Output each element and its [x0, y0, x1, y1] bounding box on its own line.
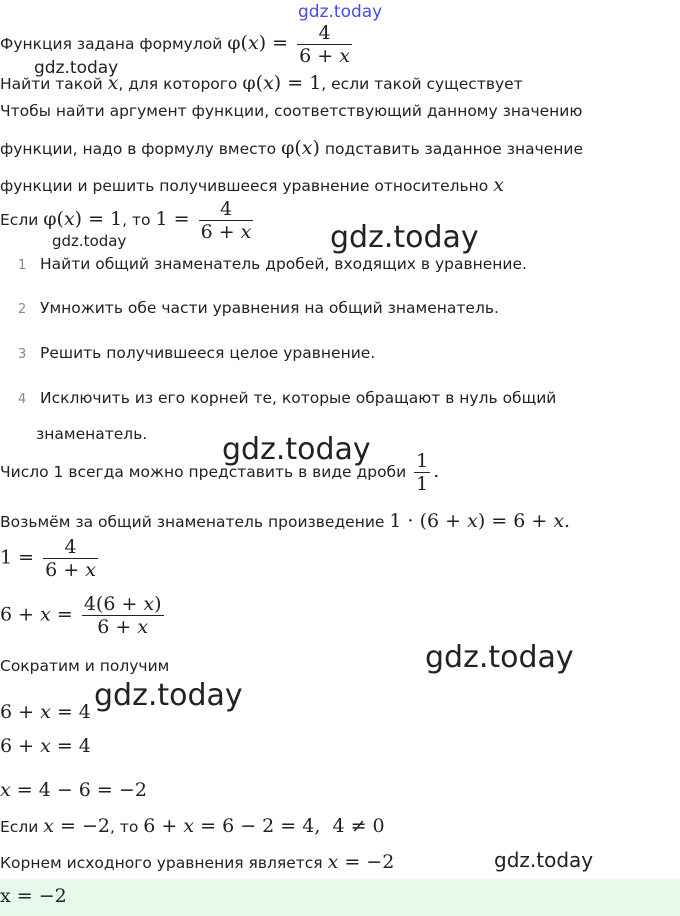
substitution: Если φ(x) = 1, то 1 = $\frac{4}{6 + x}$	[0, 198, 252, 243]
fraction: $\frac{4}{6 + x}$	[299, 22, 350, 67]
watermark: gdz.today	[52, 232, 127, 250]
watermark: gdz.today	[34, 58, 119, 78]
answer-box	[0, 879, 680, 916]
step-item: 4 Исключить из его корней те, которые обращают в нуль общий	[18, 389, 557, 407]
fraction-note: Число 1 всегда можно представить в виде дроби $\frac{1}{1}$ .	[0, 450, 440, 495]
answer: x = −2	[0, 885, 67, 907]
equation: x = 4 − 6 = −2	[0, 779, 147, 801]
equation: 6 + x = 4	[0, 701, 91, 723]
fraction: $\frac{4}{6 + x}$	[45, 536, 96, 581]
step-item: 1 Найти общий знаменатель дробей, входящих в уравнение.	[18, 255, 527, 273]
task-statement: Найти такой x, для которого φ(x) = 1, если такой существует	[0, 72, 523, 92]
root-statement: Корнем исходного уравнения является x = −2	[0, 851, 395, 873]
fraction: $\frac{4}{6 + x}$	[200, 198, 252, 243]
equation: 6 + x = $\frac{4(6 + x)}{6 + x}$	[0, 593, 162, 638]
watermark: gdz.today	[94, 678, 243, 713]
root-check: Если x = −2, то 6 + x = 6 − 2 = 4, 4 ≠ 0	[0, 815, 385, 837]
explanation-line: функции, надо в формулу вместо φ(x) подставить заданное значение	[0, 137, 584, 159]
watermark: gdz.today	[494, 848, 594, 872]
explanation-line: Чтобы найти аргумент функции, соответствующий данному значению	[0, 102, 583, 120]
step-item: 2 Умножить обе части уравнения на общий знаменатель.	[18, 299, 499, 317]
reduce-label: Сократим и получим	[0, 657, 170, 675]
equation: 6 + x = 4	[0, 735, 91, 757]
watermark: gdz.today	[222, 432, 371, 467]
watermark: gdz.today	[425, 640, 574, 675]
common-denominator: Возьмём за общий знаменатель произведение 1 · (6 + x) = 6 + x.	[0, 510, 571, 532]
watermark: gdz.today	[330, 220, 479, 255]
fraction: $\frac{1}{1}$	[416, 450, 429, 495]
step-item-continuation: знаменатель.	[36, 425, 148, 443]
watermark: gdz.today	[298, 2, 383, 22]
explanation-line: функции и решить получившееся уравнение относительно x	[0, 174, 504, 196]
function-definition: Функция задана формулой φ(x) = $\frac{4}{6 + x}$	[0, 22, 350, 67]
equation: 1 = $\frac{4}{6 + x}$	[0, 536, 96, 581]
fraction: $\frac{4(6 + x)}{6 + x}$	[83, 593, 162, 638]
step-item: 3 Решить получившееся целое уравнение.	[18, 344, 376, 362]
